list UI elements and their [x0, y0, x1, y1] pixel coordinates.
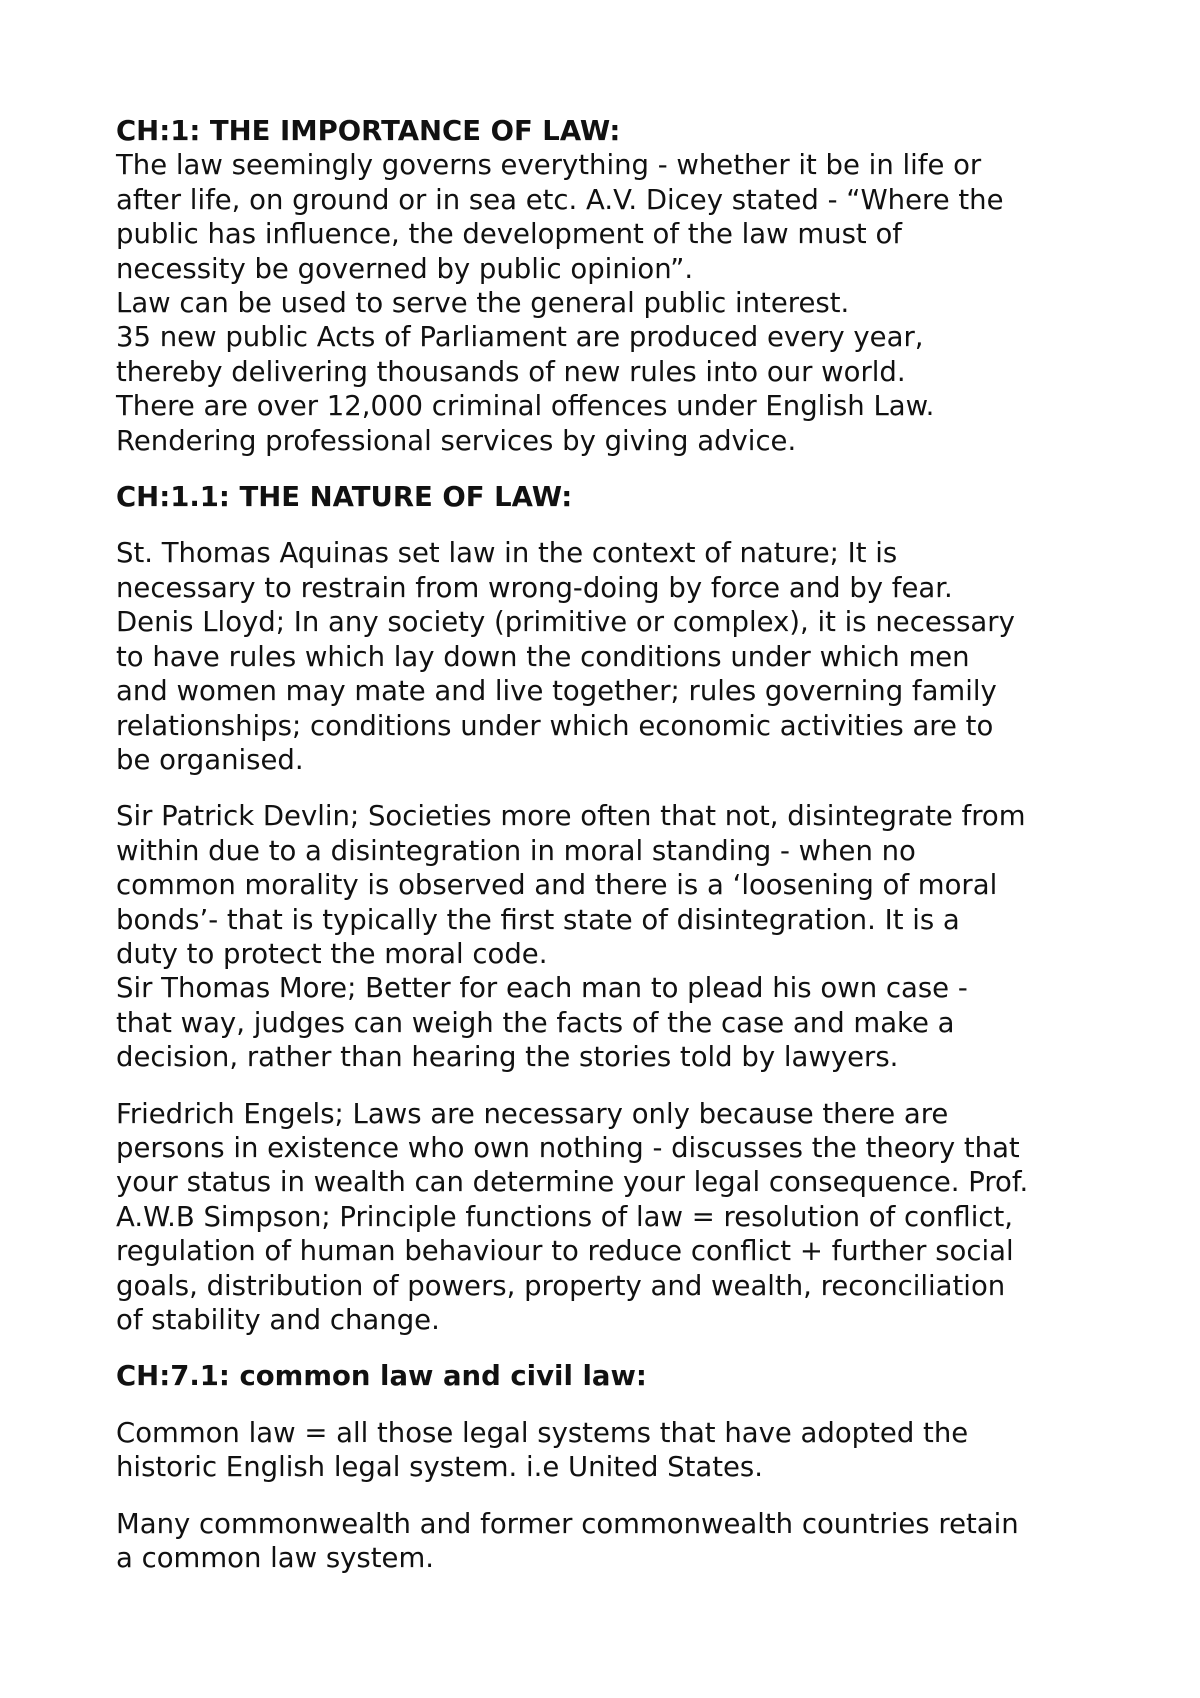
- document-page: [116, 114, 1126, 1575]
- section-importance-of-law: [116, 114, 1126, 458]
- paragraph: Common law = all those legal systems that have adopted the historic English legal system. i.e United States.: [116, 1416, 969, 1484]
- paragraph: Sir Patrick Devlin; Societies more often that not, disintegrate from within due to a disintegration in moral standing - when no common morality is observed and there is a ‘loosening of moral bonds’- that is typically the first state of disintegration. It is a duty to protect the moral code. Sir Thomas More; Better for each man to plead his own case - that way, judges can weigh the facts of the case and make a decision, rather than hearing the stories told by lawyers.: [116, 800, 1026, 1074]
- section-heading: CH:1.1: THE NATURE OF LAW:: [116, 481, 573, 514]
- paragraph: St. Thomas Aquinas set law in the context of nature; It is necessary to restrain from wrong-doing by force and by fear. Denis Lloyd; In any society (primitive or complex), it is necessary to have rules which lay down the conditions under which men and women may mate and live together; rules governing family relationships; conditions under which economic activities are to be organised.: [116, 537, 1015, 776]
- paragraph: The law seemingly governs everything - whether it be in life or after life, on ground or in sea etc. A.V. Dicey stated - “Where the public has influence, the development of the law must of necessity be governed by public opinion”. Law can be used to serve the general public interest. 35 new public Acts of Parliament are produced every year, thereby delivering thousands of new rules into our world. There are over 12,000 criminal offences under English Law. Rendering professional services by giving advice.: [116, 149, 1004, 457]
- paragraph: Friedrich Engels; Laws are necessary only because there are persons in existence who own nothing - discusses the theory that your status in wealth can determine your legal consequence. Prof. A.W.B Simpson; Principle functions of law = resolution of conflict, regulation of human behaviour to reduce conflict + further social goals, distribution of powers, property and wealth, reconciliation of stability and change.: [116, 1097, 1029, 1336]
- section-nature-of-law: [116, 480, 1126, 1337]
- paragraph: Many commonwealth and former commonwealth countries retain a common law system.: [116, 1507, 1019, 1575]
- section-common-law-civil-law: [116, 1359, 1126, 1575]
- section-heading: CH:7.1: common law and civil law:: [116, 1360, 647, 1393]
- section-heading: CH:1: THE IMPORTANCE OF LAW:: [116, 115, 621, 147]
